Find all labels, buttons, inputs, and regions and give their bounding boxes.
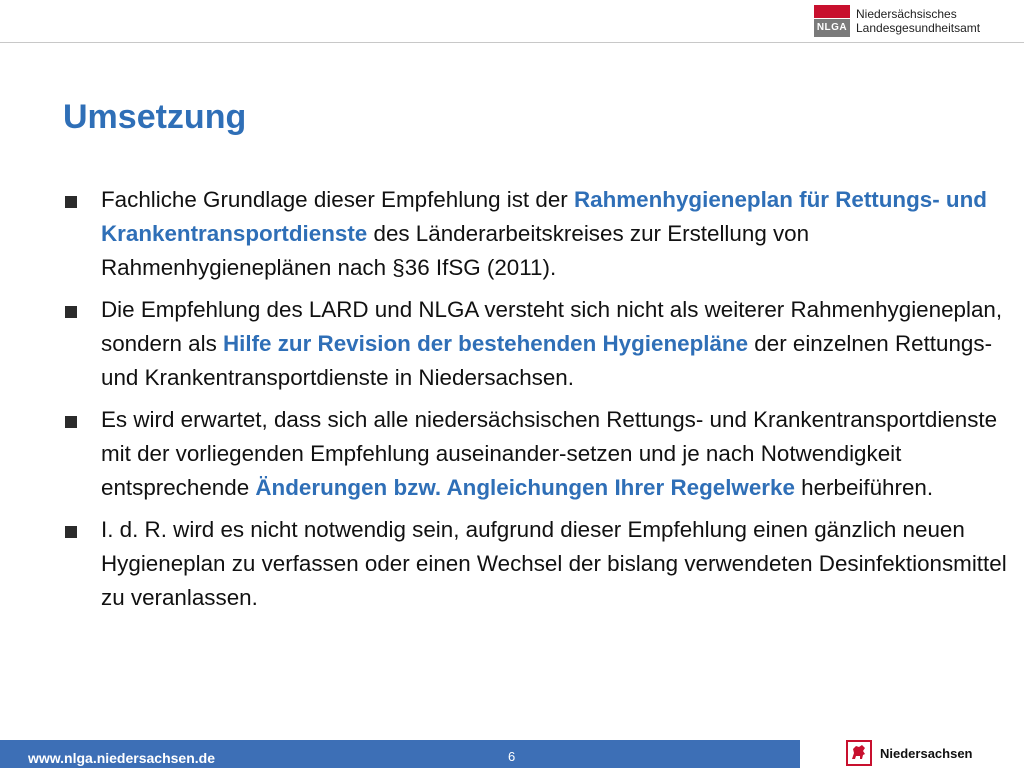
bullet-text: Die Empfehlung des LARD und NLGA versteht sich nicht als weiterer Rahmenhygieneplan, sondern als: [101, 297, 1003, 356]
header: [0, 0, 1024, 43]
bullet-square-icon: [65, 416, 77, 428]
highlighted-text: Änderungen bzw. Angleichungen Ihrer Regelwerke: [255, 475, 795, 500]
footer-url[interactable]: www.nlga.niedersachsen.de: [28, 750, 215, 766]
bullet-text: Fachliche Grundlage dieser Empfehlung ist der: [101, 187, 574, 212]
bullet-item: [63, 293, 1013, 395]
bullet-square-icon: [65, 526, 77, 538]
page-number: 6: [508, 749, 516, 764]
bullet-square-icon: [65, 196, 77, 208]
bullet-item: [63, 403, 1013, 505]
bullet-text: herbeiführen.: [794, 475, 934, 500]
nlga-logo-abbrev: NLGA: [814, 19, 850, 37]
highlighted-text: Hilfe zur Revision der bestehenden Hygienepläne: [222, 331, 749, 356]
nlga-logo-icon: [814, 5, 850, 37]
bullet-text: I. d. R. wird es nicht notwendig sein, aufgrund dieser Empfehlung einen gänzlich neuen Hygieneplan zu verfassen oder einen Wechsel der bislang verwendeten Desinfektionsmittel zu veranlassen.: [101, 517, 1007, 610]
bullet-text: des Länderarbeitskreises zur Erstellung von Rahmenhygieneplänen nach §36 IfSG (2011).: [101, 221, 810, 280]
bullet-item: [63, 183, 1013, 285]
footer: [0, 736, 1024, 768]
horse-crest-icon: [846, 740, 872, 766]
niedersachsen-label: Niedersachsen: [880, 745, 973, 761]
nlga-logo: [814, 3, 980, 39]
bullet-square-icon: [65, 306, 77, 318]
bullet-item: [63, 513, 1013, 615]
bullet-text: Es wird erwartet, dass sich alle niedersächsischen Rettungs- und Krankentransportdienste mit der vorliegenden Empfehlung auseinander-setzen und je nach Notwendigkeit entsprechende: [101, 407, 998, 500]
logo-line-1: Niedersächsisches: [856, 7, 957, 21]
highlighted-text: Rahmenhygieneplan für Rettungs- und Krankentransportdienste: [101, 187, 987, 246]
slide-title: Umsetzung: [63, 98, 247, 136]
header-divider: [0, 42, 1024, 43]
bullet-text: der einzelnen Rettungs- und Krankentransportdienste in Niedersachsen.: [101, 331, 993, 390]
logo-line-2: Landesgesundheitsamt: [856, 21, 981, 35]
footer-bar: [0, 740, 800, 768]
niedersachsen-logo: [846, 740, 973, 766]
bullet-list: [63, 183, 1013, 615]
